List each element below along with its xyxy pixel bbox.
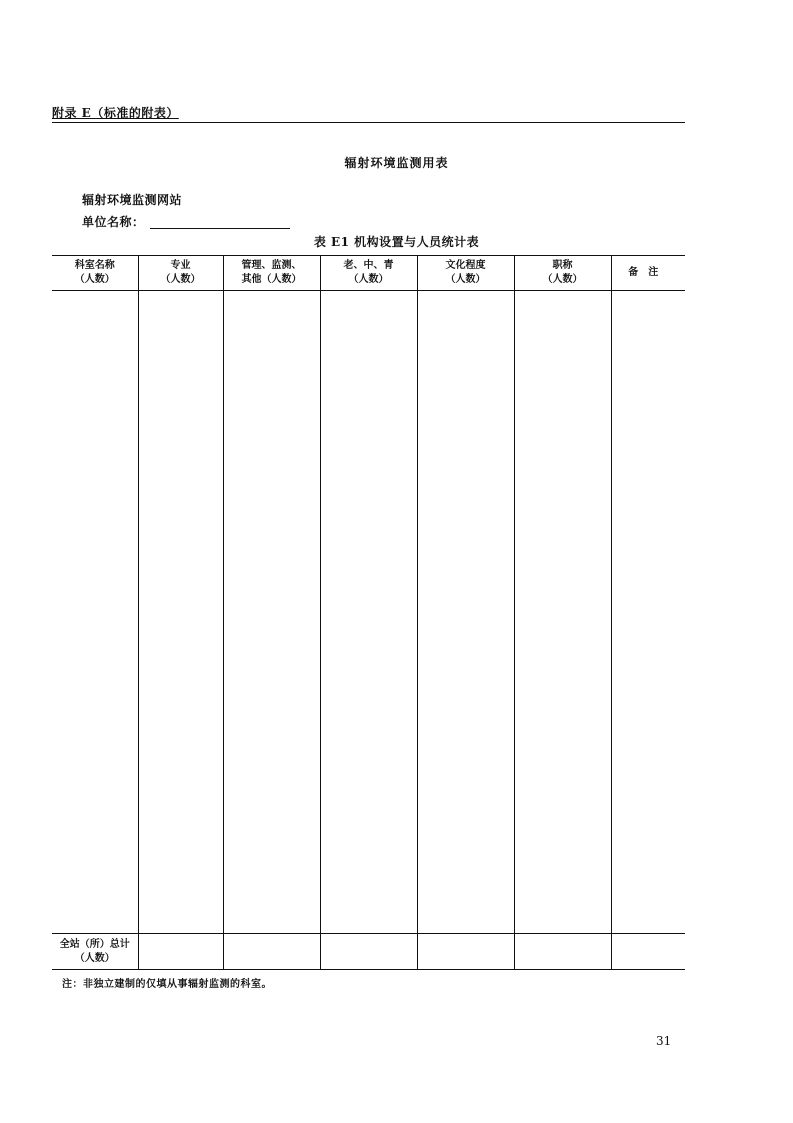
table-cell-role[interactable] [223, 291, 320, 934]
column-header-line2: 其他（人数） [241, 274, 302, 285]
page-number: 31 [656, 1034, 672, 1048]
total-row-label-line2: （人数） [74, 952, 115, 964]
annex-header [52, 104, 685, 123]
total-cell-remarks[interactable] [611, 934, 685, 970]
column-header-line1: 管理、监测、 [241, 260, 302, 271]
total-row-label-line1: 全站（所）总计 [59, 938, 130, 950]
statistics-table-container [52, 255, 685, 969]
table-cell-education[interactable] [417, 291, 514, 934]
table-total-row [52, 934, 685, 970]
column-header-title [514, 256, 611, 291]
column-header-line2: （人数） [160, 274, 201, 285]
column-header-line2: （人数） [542, 274, 583, 285]
column-header-line2: （人数） [348, 274, 389, 285]
column-header-specialty [138, 256, 223, 291]
column-header-role [223, 256, 320, 291]
column-header-line1: 科室名称 [74, 260, 115, 271]
column-header-remarks [611, 256, 685, 291]
column-header-line1: 文化程度 [445, 260, 486, 271]
column-header-line1: 备注 [628, 267, 669, 278]
total-cell-role[interactable] [223, 934, 320, 970]
unit-name-label: 单位名称： [82, 215, 145, 229]
column-header-line2: （人数） [74, 274, 115, 285]
annex-header-text: 附录 E（标准的附表） [52, 106, 179, 120]
column-header-line1: 职称 [552, 260, 573, 271]
site-label: 辐射环境监测网站 [82, 193, 183, 207]
table-cell-remarks[interactable] [611, 291, 685, 934]
total-cell-education[interactable] [417, 934, 514, 970]
table-caption: 表 E1 机构设置与人员统计表 [313, 235, 480, 249]
table-body-row [52, 291, 685, 934]
table-header-row [52, 256, 685, 291]
column-header-department [52, 256, 138, 291]
statistics-table [52, 255, 685, 970]
table-cell-title[interactable] [514, 291, 611, 934]
total-cell-specialty[interactable] [138, 934, 223, 970]
column-header-education [417, 256, 514, 291]
unit-name-blank-field[interactable] [150, 228, 290, 229]
column-header-line1: 老、中、青 [343, 260, 394, 271]
column-header-line1: 专业 [170, 260, 191, 271]
table-footnote: 注：非独立建制的仅填从事辐射监测的科室。 [62, 979, 272, 990]
main-title: 辐射环境监测用表 [344, 156, 449, 170]
total-cell-age-group[interactable] [320, 934, 417, 970]
table-cell-specialty[interactable] [138, 291, 223, 934]
table-cell-department[interactable] [52, 291, 138, 934]
total-cell-title[interactable] [514, 934, 611, 970]
column-header-line2: （人数） [445, 274, 486, 285]
table-cell-age-group[interactable] [320, 291, 417, 934]
column-header-age-group [320, 256, 417, 291]
total-row-label [52, 934, 138, 970]
